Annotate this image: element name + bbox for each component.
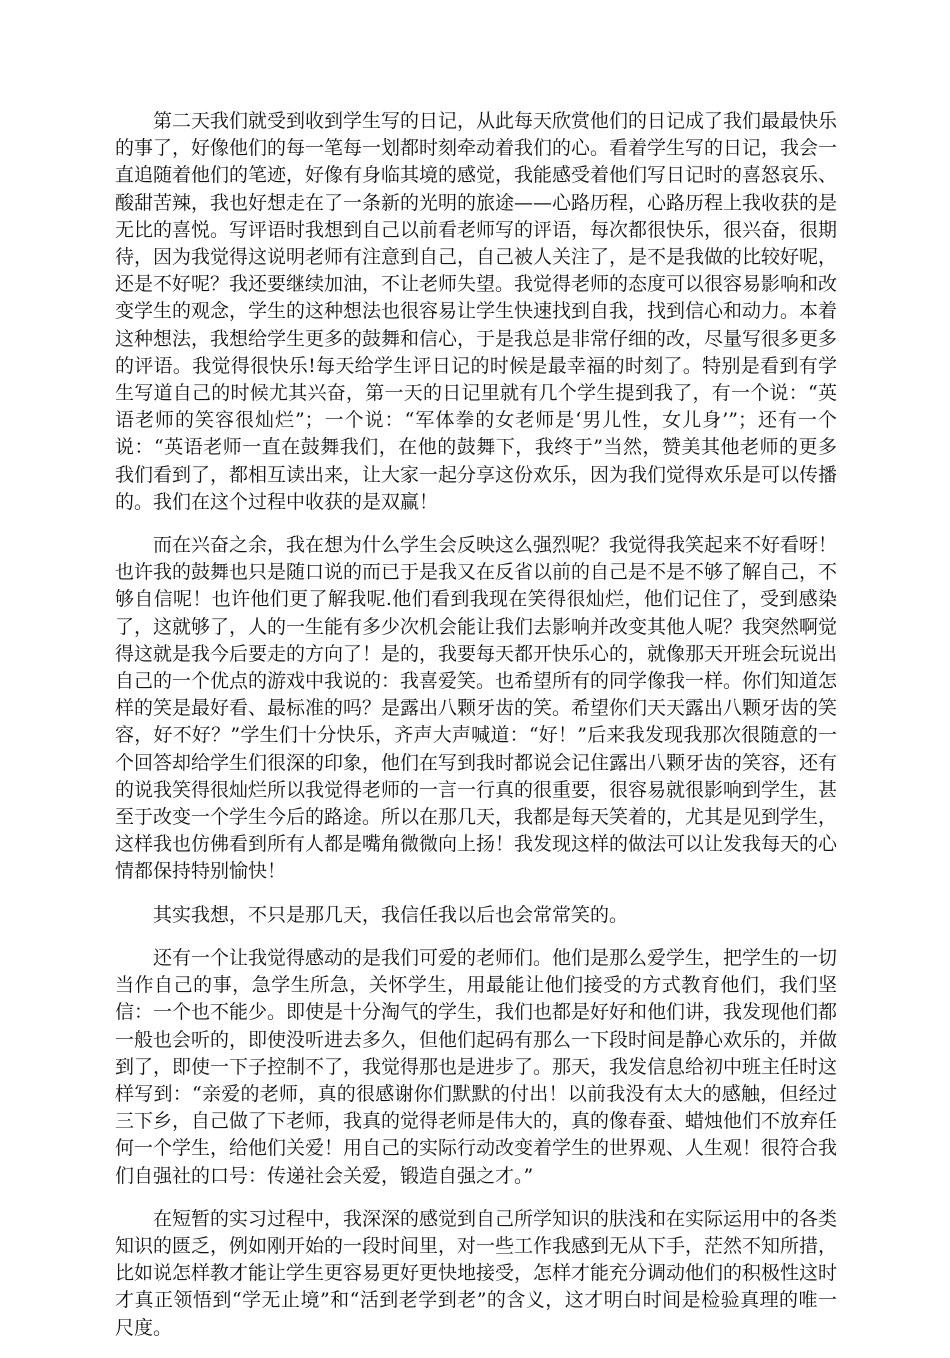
- paragraph-1: 第二天我们就受到收到学生写的日记，从此每天欣赏他们的日记成了我们最最快乐的事了，好像他们的每一笔每一划都时刻牵动着我们的心。看着学生写的日记，我会一直追随着他们的笔迹，好像有身临其境的感觉，我能感受着他们写日记时的喜怒哀乐、酸甜苦辣，我也好想走在了一条新的光明的旅途——心路历程，心路历程上我收获的是无比的喜悦。写评语时我想到自己以前看老师写的评语，每次都很快乐，很兴奋，很期待，因为我觉得这说明老师有注意到自己，自己被人关注了，是不是我做的比较好呢，还是不好呢？我还要继续加油，不让老师失望。我觉得老师的态度可以很容易影响和改变学生的观念，学生的这种想法也很容易让学生快速找到自我，找到信心和动力。本着这种想法，我想给学生更多的鼓舞和信心，于是我总是非常仔细的改，尽量写很多更多的评语。我觉得很快乐!每天给学生评日记的时候是最幸福的时刻了。特别是看到有学生写道自己的时候尤其兴奋，第一天的日记里就有几个学生提到我了，有一个说：“英语老师的笑容很灿烂”；一个说：“军体拳的女老师是‘男儿性，女儿身’”；还有一个说：“英语老师一直在鼓舞我们，在他的鼓舞下，我终于”当然，赞美其他老师的更多我们看到了，都相互读出来，让大家一起分享这份欢乐，因为我们觉得欢乐是可以传播的。我们在这个过程中收获的是双赢！: [115, 110, 838, 513]
- paragraph-2: 而在兴奋之余，我在想为什么学生会反映这么强烈呢？我觉得我笑起来不好看呀！也许我的鼓舞也只是随口说的而已于是我又在反省以前的自己是不是不够了解自己，不够自信呢！也许他们更了解我呢.他们看到我现在笑得很灿烂，他们记住了，受到感染了，这就够了，人的一生能有多少次机会能让我们去影响并改变其他人呢？我突然啊觉得这就是我今后要走的方向了！是的，我要每天都开快乐心的，就像那天开班会玩说出自己的一个优点的游戏中我说的：我喜爱笑。也希望所有的同学像我一样。你们知道怎样的笑是最好看、最标准的吗？是露出八颗牙齿的笑。希望你们天天露出八颗牙齿的笑容，好不好？”学生们十分快乐，齐声大声喊道：“好！”后来我发现我那次很随意的一个回答却给学生们很深的印象，他们在写到我时都说会记住露出八颗牙齿的笑容，还有的说我笑得很灿烂所以我觉得老师的一言一行真的很重要，很容易就很影响到学生，甚至于改变一个学生今后的路途。所以在那几天，我都是每天笑着的，尤其是见到学生，这样我也仿佛看到所有人都是嘴角微微向上扬！我发现这样的做法可以让发我每天的心情都保持特别愉快！: [115, 534, 838, 883]
- paragraph-4: 还有一个让我觉得感动的是我们可爱的老师们。他们是那么爱学生，把学生的一切当作自己的事，急学生所急，关怀学生，用最能让他们接受的方式教育他们，我们坚信：一个也不能少。即使是十分淘气的学生，我们也都是好好和他们讲，我发现他们都一般也会听的，即使没听进去多久，但他们起码有那么一下段时间是静心欢乐的，并做到了，即使一下子控制不了，我觉得那也是进步了。那天，我发信息给初中班主任时这样写到：“亲爱的老师，真的很感谢你们默默的付出！以前我没有太大的感触，但经过三下乡，自己做了下老师，我真的觉得老师是伟大的，真的像春蚕、蜡烛他们不放弃任何一个学生，给他们关爱！用自己的实际行动改变着学生的世界观、人生观！很符合我们自强社的口号：传递社会关爱，锻造自强之才。”: [115, 946, 838, 1187]
- paragraph-3: 其实我想，不只是那几天，我信任我以后也会常常笑的。: [153, 903, 629, 926]
- paragraph-5: 在短暂的实习过程中，我深深的感觉到自己所学知识的肤浅和在实际运用中的各类知识的匮乏，例如刚开始的一段时间里，对一些工作我感到无从下手，茫然不知所措，比如说怎样教才能让学生更容易更好更快地接受，怎样才能充分调动他们的积极性这时才真正领悟到“学无止境”和“活到老学到老”的含义，这才明白时间是检验真理的唯一尺度。: [115, 1207, 838, 1339]
- document-body: [115, 108, 837, 1358]
